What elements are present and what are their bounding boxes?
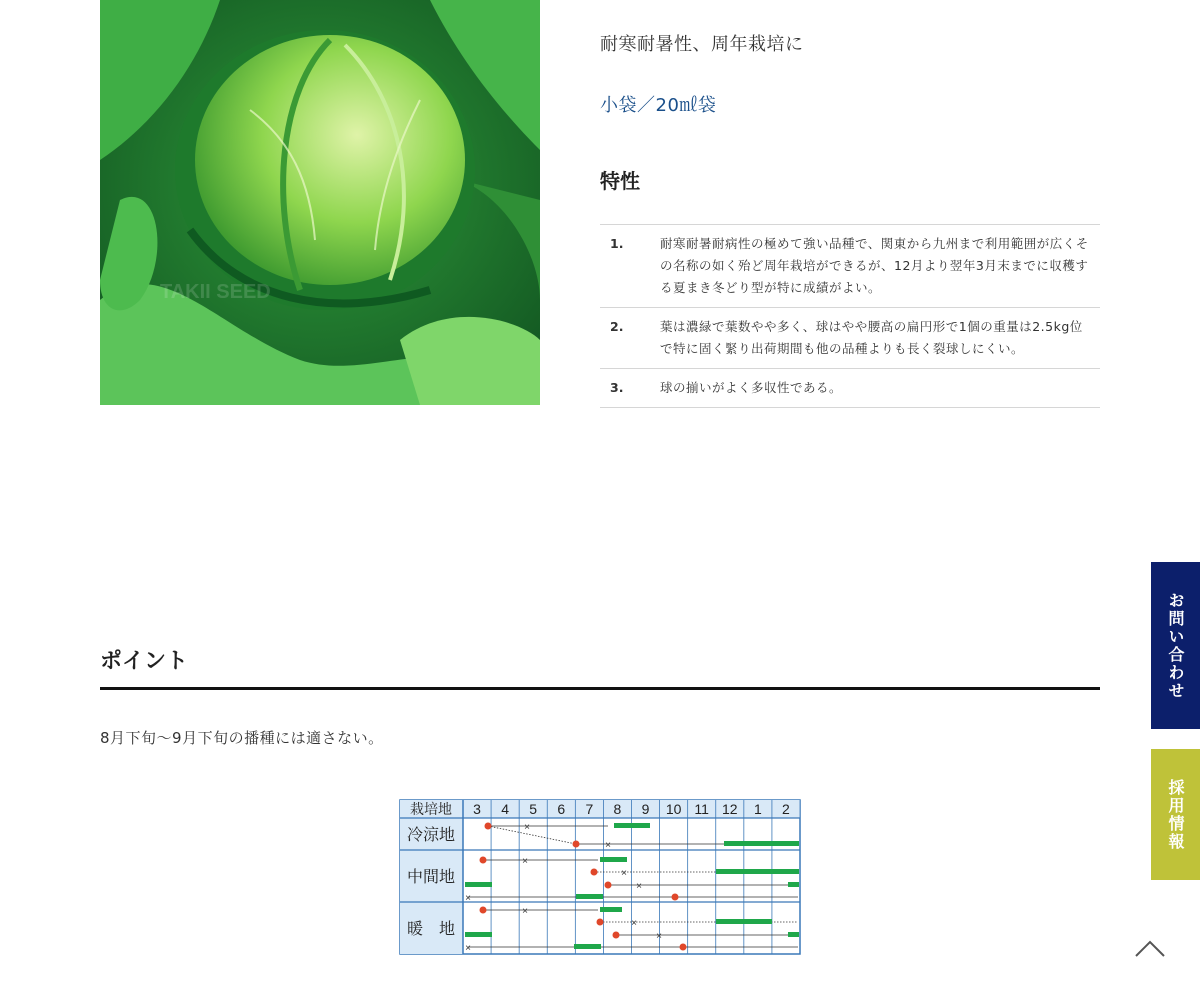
sow-mark [680,944,687,951]
cultivation-calendar [398,798,802,956]
harvest-bar [724,841,799,846]
calendar-region-label: 冷涼地 [406,827,456,844]
sow-mark [480,907,487,914]
svg-text:×: × [656,931,662,942]
harvest-bar [465,882,492,887]
svg-text:×: × [621,868,627,879]
calendar-region-label: 中間地 [406,869,456,886]
contact-label: お問い合わせ [1166,591,1185,700]
sow-mark [480,857,487,864]
calendar-month-label: 5 [529,801,538,817]
sow-mark [672,894,679,901]
feature-row [600,225,1100,308]
features-title: 特性 [600,169,640,193]
svg-text:×: × [605,840,611,851]
svg-text:×: × [522,906,528,917]
chevron-up-icon [1130,930,1170,970]
feature-text: 球の揃いがよく多収性である。 [660,380,843,395]
harvest-bar [788,932,799,937]
harvest-bar [576,894,603,899]
calendar-month-label: 8 [613,801,622,817]
sow-mark [597,919,604,926]
sow-mark [573,841,580,848]
contact-button[interactable] [1151,562,1200,729]
harvest-bar [716,919,772,924]
back-to-top-button[interactable] [1130,930,1170,970]
package-link[interactable]: 小袋／20㎖袋 [600,95,717,116]
calendar-region-labels [407,825,455,938]
product-image [100,0,540,405]
product-tagline: 耐寒耐暑性、周年栽培に [600,34,804,55]
sow-mark [613,932,620,939]
calendar-header-label: 栽培地 [410,801,452,817]
svg-text:×: × [631,918,637,929]
feature-row [600,308,1100,369]
svg-text:×: × [465,943,471,954]
calendar-month-label: 11 [694,801,709,817]
calendar-region-label: 暖 地 [406,921,456,938]
sow-mark [591,869,598,876]
calendar-month-label: 10 [665,801,682,817]
calendar-month-label: 9 [641,801,650,817]
calendar-month-label: 2 [782,801,790,817]
point-text: 8月下旬〜9月下旬の播種には適さない。 [100,729,384,747]
svg-text:×: × [522,856,528,867]
recruit-label: 採用情報 [1166,778,1185,851]
feature-number: 1. [610,236,624,251]
feature-row [600,369,1100,408]
harvest-bar [716,869,799,874]
svg-text:×: × [636,881,642,892]
cabbage-illustration [100,0,540,405]
sow-mark [605,882,612,889]
harvest-bar [574,944,601,949]
harvest-bar [600,907,622,912]
feature-number: 3. [610,380,624,395]
svg-text:×: × [465,893,471,904]
calendar-month-label: 1 [753,801,762,817]
features-table [600,224,1100,408]
calendar-month-label: 3 [473,801,481,817]
point-heading: ポイント [100,649,189,674]
calendar-graphic [398,798,802,956]
feature-text: 耐寒耐暑耐病性の極めて強い品種で、関東から九州まで利用範囲が広くその名称の如く殆ど周年栽培ができるが、12月より翌年3月末までに収穫する夏まき冬どり型が特に成績がよい。 [660,236,1089,295]
harvest-bar [465,932,492,937]
point-divider [100,687,1100,690]
calendar-month-label: 6 [557,801,566,817]
harvest-bar [788,882,799,887]
harvest-bar [614,823,650,828]
calendar-month-label: 12 [722,801,738,817]
recruit-button[interactable] [1151,749,1200,880]
sow-mark [485,823,492,830]
calendar-month-label: 4 [501,801,510,817]
calendar-month-label: 7 [585,801,594,817]
image-watermark: TAKII SEED [160,281,271,303]
feature-text: 葉は濃緑で葉数やや多く、球はやや腰高の扁円形で1個の重量は2.5kg位で特に固く緊り出荷期間も他の品種よりも長く裂球しにくい。 [660,319,1083,356]
svg-text:×: × [524,822,530,833]
feature-number: 2. [610,319,624,334]
harvest-bar [600,857,627,862]
